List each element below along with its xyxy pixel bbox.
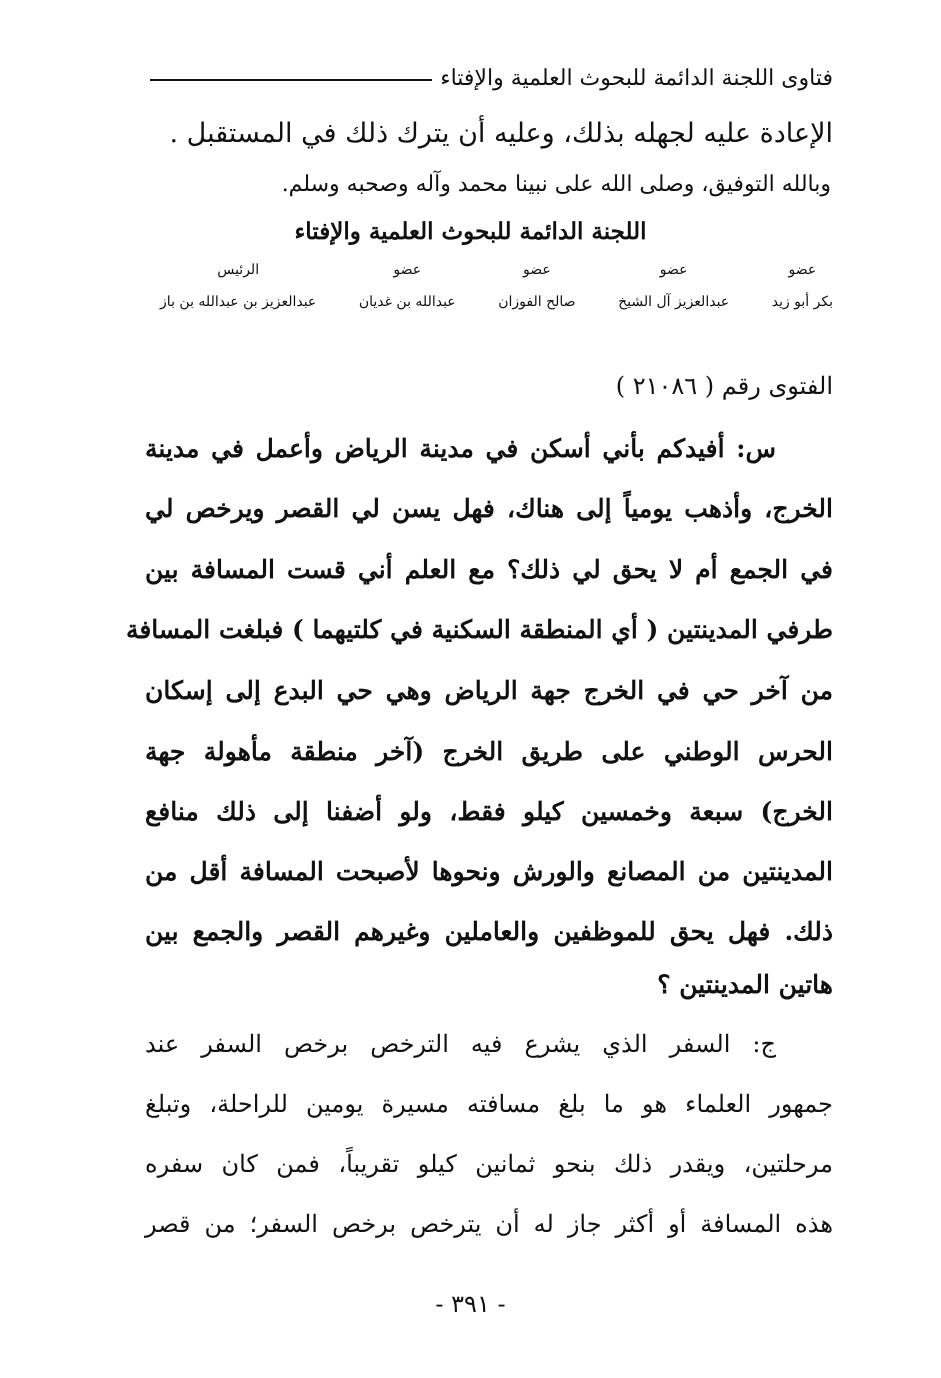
previous-fatwa-continuation: الإعادة عليه لجهله بذلك، وعليه أن يترك ذلك في المستقبل . <box>169 118 833 149</box>
question-line: س: أفيدكم بأني أسكن في مدينة الرياض وأعمل في مدينة <box>145 434 776 463</box>
running-title: فتاوى اللجنة الدائمة للبحوث العلمية والإفتاء <box>440 65 833 91</box>
signatory-role: الرئيس <box>217 262 260 278</box>
fatwa-number: الفتوى رقم ( ٢١٠٨٦ ) <box>615 372 833 400</box>
signatory-role: عضو <box>659 262 688 278</box>
question-line: الخرج) سبعة وخمسين كيلو فقط، ولو أضفنا إلى ذلك منافع <box>145 797 833 826</box>
signatory-role: عضو <box>393 262 422 278</box>
page-number: - ٣٩١ - <box>435 1290 506 1318</box>
question-line: ذلك. فهل يحق للموظفين والعاملين وغيرهم القصر والجمع بين <box>145 917 833 946</box>
signatory-name: صالح الفوزان <box>498 294 576 310</box>
signatories <box>160 262 833 310</box>
question-line: المدينتين من المصانع والورش ونحوها لأصبحت المسافة أقل من <box>145 857 833 886</box>
header-rule <box>150 79 432 81</box>
question-line: الحرس الوطني على طريق الخرج (آخر منطقة مأهولة جهة <box>145 737 833 766</box>
closing-formula: وبالله التوفيق، وصلى الله على نبينا محمد وآله وصحبه وسلم. <box>281 172 831 197</box>
signatory-role: عضو <box>523 262 551 278</box>
signatory <box>498 262 575 310</box>
question-line: من آخر حي في الخرج جهة الرياض وهي حي البدع إلى إسكان <box>145 676 833 705</box>
question-line: الخرج، وأذهب يومياً إلى هناك، فهل يسن لي القصر ويرخص لي <box>145 494 833 523</box>
signatory <box>160 262 316 310</box>
answer-line: مرحلتين، ويقدر ذلك بنحو ثمانين كيلو تقريباً، فمن كان سفره <box>145 1150 833 1178</box>
signatory-name: بكر أبو زيد <box>771 294 833 310</box>
signatory-role: عضو <box>788 262 817 278</box>
signatory <box>772 262 833 310</box>
answer-line: جمهور العلماء هو ما بلغ مسافته مسيرة يومين للراحلة، وتبلغ <box>145 1090 833 1118</box>
signatory-name: عبدالعزيز آل الشيخ <box>618 294 730 310</box>
answer-line: ج: السفر الذي يشرع فيه الترخص برخص السفر عند <box>145 1030 776 1058</box>
running-header <box>150 58 833 98</box>
question-line: طرفي المدينتين ( أي المنطقة السكنية في كلتيهما ) فبلغت المسافة <box>125 615 833 644</box>
committee-title: اللجنة الدائمة للبحوث العلمية والإفتاء <box>294 218 647 245</box>
signatory <box>618 262 729 310</box>
signatory <box>359 262 456 310</box>
question-line: في الجمع أم لا يحق لي ذلك؟ مع العلم أني قست المسافة بين <box>145 555 833 584</box>
answer-line: هذه المسافة أو أكثر جاز له أن يترخص برخص السفر؛ من قصر <box>145 1210 833 1238</box>
question-line: هاتين المدينتين ؟ <box>657 970 833 999</box>
signatory-name: عبدالعزيز بن عبدالله بن باز <box>160 294 317 310</box>
signatory-name: عبدالله بن غديان <box>358 294 456 310</box>
